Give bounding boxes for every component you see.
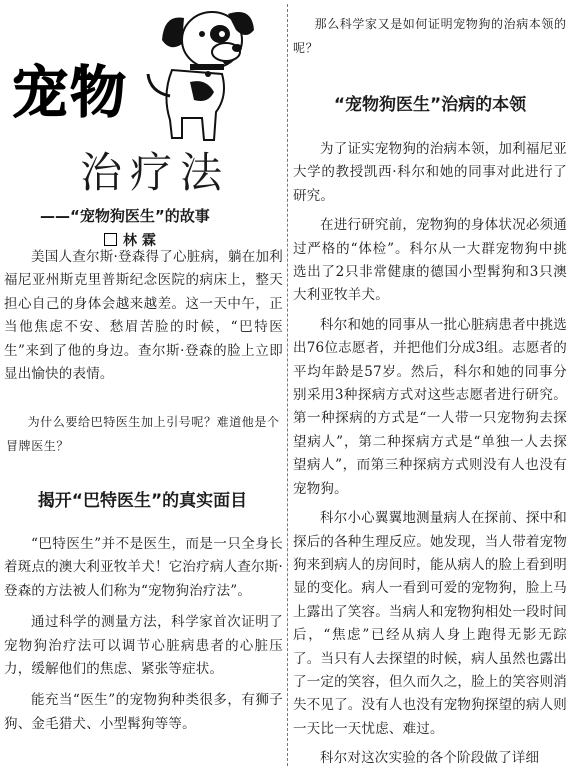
author-box-icon [104,233,117,246]
article-subtitle: 治疗法 [80,148,231,197]
left-paragraph-3: 能充当“医生”的宠物狗种类很多，有狮子狗、金毛猎犬、小型髯狗等等。 [4,692,283,732]
left-paragraph-2: 通过科学的测量方法，科学家首次证明了宠物狗治疗法可以调节心脏病患者的心脏压力，缓解他们的焦虑、紧张等症状。 [4,614,283,678]
article-byline: ——“宠物狗医生”的故事 [40,207,210,225]
intro-paragraph: 美国人查尔斯·登森得了心脏病，躺在加利福尼亚州斯克里普斯纪念医院的病床上，整天担心自己的身体会越来越差。这一天中午，正当他焦虑不安、愁眉苦脸的时候，“巴特医生”来到了他的身边。查尔斯·登森的脸上立即显出愉快的表情。 [4,249,283,383]
right-paragraph-2: 在进行研究前，宠物狗的身体状况必须通过严格的“体检”。科尔从一大群宠物狗中挑选出了2只非常健康的德国小型髯狗和3只澳大利亚牧羊犬。 [293,217,567,304]
column-divider [287,4,289,766]
right-paragraph-5: 科尔对这次实验的各个阶段做了详细 [320,750,540,767]
right-section-heading: “宠物狗医生”治病的本领 [333,95,527,115]
article-title: 宠物 [12,61,128,126]
left-question: 为什么要给巴特医生加上引号呢？难道他是个冒牌医生？ [6,415,280,453]
right-question: 那么科学家又是如何证明宠物狗的治病本领的呢？ [293,17,567,55]
right-paragraph-3: 科尔和她的同事从一批心脏病患者中挑选出76位志愿者，并把他们分成3组。志愿者的平均年龄是57岁。然后，科尔和她的同事分别采用3种探病方式对这些志愿者进行研究。第一种探病的方式是“一人带一只宠物狗去探望病人”，第二种探病方式是“单独一人去探望病人”，而第三种探病方式则没有人也没有宠物狗。 [293,316,567,497]
cartoon-dog-illustration [142,0,262,150]
right-paragraph-4: 科尔小心翼翼地测量病人在探前、探中和探后的各种生理反应。她发现，当人带着宠物狗来到病人的房间时，能从病人的脸上看到明显的变化。病人一看到可爱的宠物狗，脸上马上露出了笑容。当病人和宠物狗相处一段时间后，“焦虑”已经从病人身上跑得无影无踪了。当只有人去探望的时候，病人虽然也露出了一定的笑容，但久而久之，脸上的笑容则消失不见了。没有人也没有宠物狗探望的病人则一天比一天忧虑、难过。 [293,510,567,737]
left-paragraph-1: “巴特医生”并不是医生，而是一只全身长着斑点的澳大利亚牧羊犬！它治疗病人查尔斯·登森的方法被人们称为“宠物狗治疗法”。 [4,536,283,599]
right-paragraph-1: 为了证实宠物狗的治病本领，加利福尼亚大学的教授凯西·科尔和她的同事对此进行了研究。 [293,141,567,204]
author-name: 林 霖 [123,233,156,249]
left-section-heading: 揭开“巴特医生”的真实面目 [37,491,248,511]
